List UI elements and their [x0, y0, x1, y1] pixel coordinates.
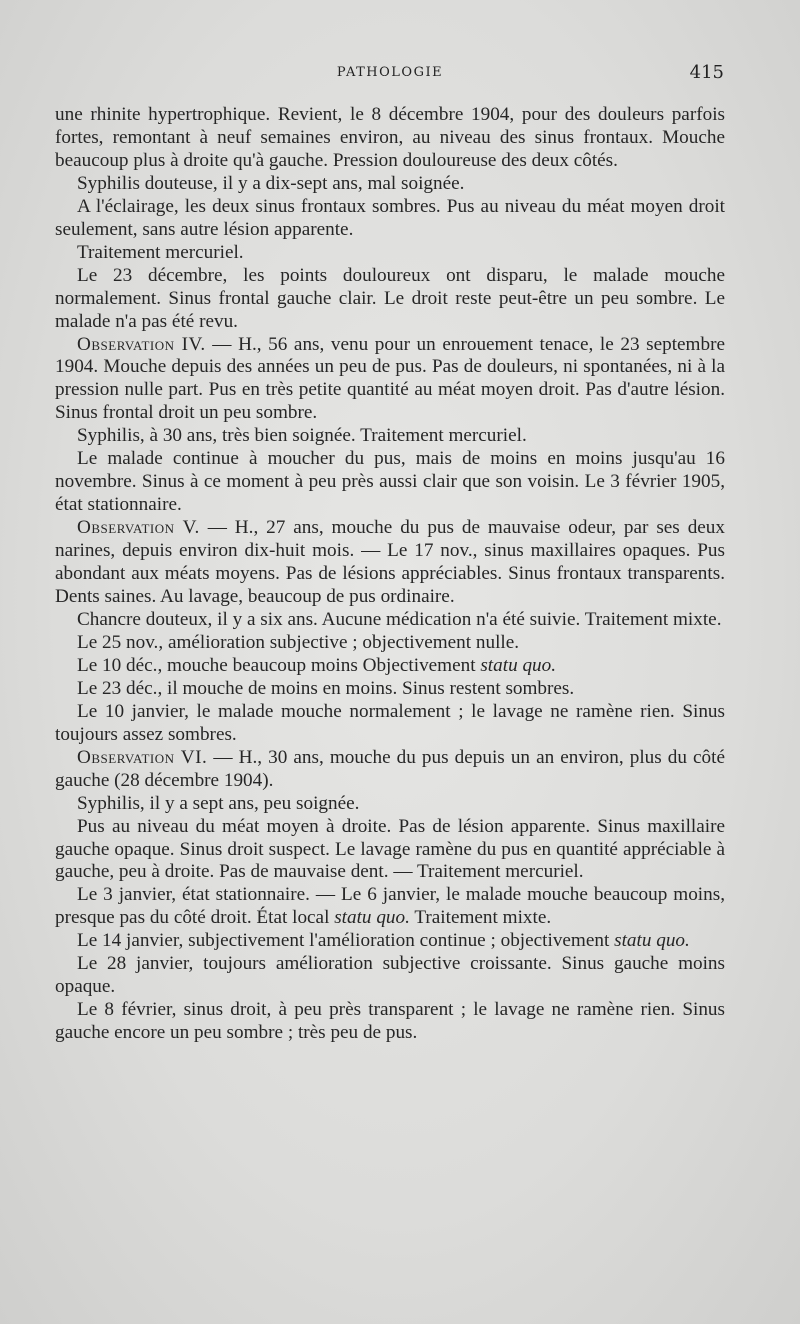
observation-label: Observation VI.: [77, 746, 208, 768]
paragraph: [55, 632, 725, 655]
paragraph: [55, 265, 725, 334]
text-run: Le 23 décembre, les points douloureux ont disparu, le malade mouche normalement. Sinus frontal gauche clair. Le droit reste peut-être un peu sombre. Le malade n'a pas été revu.: [55, 264, 725, 332]
text-run: Le 23 déc., il mouche de moins en moins. Sinus restent sombres.: [77, 677, 575, 699]
text-run: A l'éclairage, les deux sinus frontaux sombres. Pus au niveau du méat moyen droit seulement, sans autre lésion apparente.: [55, 195, 725, 240]
text-run: Chancre douteux, il y a six ans. Aucune médication n'a été suivie. Traitement mixte.: [77, 608, 722, 630]
text-run: Le 3 janvier, état stationnaire. — Le 6 janvier, le malade mouche beaucoup moins, presque pas du côté droit. État local: [55, 884, 725, 929]
italic-text: statu quo.: [334, 907, 410, 929]
paragraph: [55, 816, 725, 885]
body-text: [55, 104, 725, 1045]
text-run: — H., 30 ans, mouche du pus depuis un an environ, plus du côté gauche (28 décembre 1904).: [55, 746, 726, 791]
text-run: Traitement mixte.: [409, 907, 552, 929]
paragraph: [55, 655, 725, 678]
text-run: Syphilis, il y a sept ans, peu soignée.: [77, 792, 360, 814]
text-run: Le 25 nov., amélioration subjective ; objectivement nulle.: [77, 631, 520, 653]
text-run: — H., 56 ans, venu pour un enrouement tenace, le 23 septembre 1904. Mouche depuis des années un peu de pus. Pas de douleurs, ni spontanées, ni à la pression nulle part. Pus en très petite quantité au méat moyen droit. Pas d'autre lésion. Sinus frontal droit un peu sombre.: [55, 333, 725, 424]
italic-text: statu quo.: [614, 930, 690, 952]
paragraph: [55, 242, 725, 265]
paragraph: [55, 425, 725, 448]
text-run: Syphilis, à 30 ans, très bien soignée. Traitement mercuriel.: [77, 425, 527, 447]
text-run: Pus au niveau du méat moyen à droite. Pas de lésion apparente. Sinus maxillaire gauche opaque. Sinus droit suspect. Le lavage ramène du pus en quantité appréciable à gauche, peu à droite. Pas de mauvaise dent. — Traitement mercuriel.: [55, 815, 725, 883]
paragraph: [55, 953, 725, 999]
observation-label: Observation V.: [77, 517, 200, 539]
text-run: Traitement mercuriel.: [77, 241, 244, 263]
text-run: — H., 27 ans, mouche du pus de mauvaise odeur, par ses deux narines, depuis environ dix-huit mois. — Le 17 nov., sinus maxillaires opaques. Pus abondant aux méats moyens. Pas de lésions appréciables. Sinus frontaux transparents. Dents saines. Au lavage, beaucoup de pus ordinaire.: [55, 517, 725, 608]
text-run: Le 10 déc., mouche beaucoup moins Objectivement: [77, 654, 481, 676]
paragraph: [55, 196, 725, 242]
text-run: Le 14 janvier, subjectivement l'amélioration continue ; objectivement: [77, 930, 615, 952]
paragraph: [55, 678, 725, 701]
paragraph: [55, 701, 725, 747]
paragraph: [55, 884, 725, 930]
paragraph: [55, 334, 725, 426]
page-header: [56, 62, 724, 86]
running-title: PATHOLOGIE: [336, 65, 444, 80]
italic-text: statu quo.: [480, 654, 557, 676]
text-run: Le 8 février, sinus droit, à peu près transparent ; le lavage ne ramène rien. Sinus gauche encore un peu sombre ; très peu de pus.: [55, 999, 725, 1044]
paragraph: [55, 609, 725, 632]
paragraph: [55, 999, 725, 1045]
paragraph: [55, 448, 725, 517]
paragraph: [55, 104, 725, 173]
paragraph: [55, 793, 725, 816]
text-run: Le 10 janvier, le malade mouche normalement ; le lavage ne ramène rien. Sinus toujours assez sombres.: [55, 700, 725, 745]
text-run: Le 28 janvier, toujours amélioration subjective croissante. Sinus gauche moins opaque.: [55, 953, 725, 998]
text-run: Le malade continue à moucher du pus, mais de moins en moins jusqu'au 16 novembre. Sinus à ce moment à peu près aussi clair que son voisin. Le 3 février 1905, état stationnaire.: [55, 448, 725, 516]
text-run: Syphilis douteuse, il y a dix-sept ans, mal soignée.: [77, 172, 465, 194]
paragraph: [55, 173, 725, 196]
observation-label: Observation IV.: [77, 333, 206, 355]
text-run: une rhinite hypertrophique. Revient, le 8 décembre 1904, pour des douleurs parfois fortes, remontant à neuf semaines environ, au niveau des sinus frontaux. Mouche beaucoup plus à droite qu'à gauche. Pression douloureuse des deux côtés.: [55, 104, 725, 171]
paragraph: [55, 747, 725, 793]
paragraph: [55, 930, 725, 953]
page-number: 415: [689, 62, 724, 83]
paragraph: [55, 517, 725, 609]
